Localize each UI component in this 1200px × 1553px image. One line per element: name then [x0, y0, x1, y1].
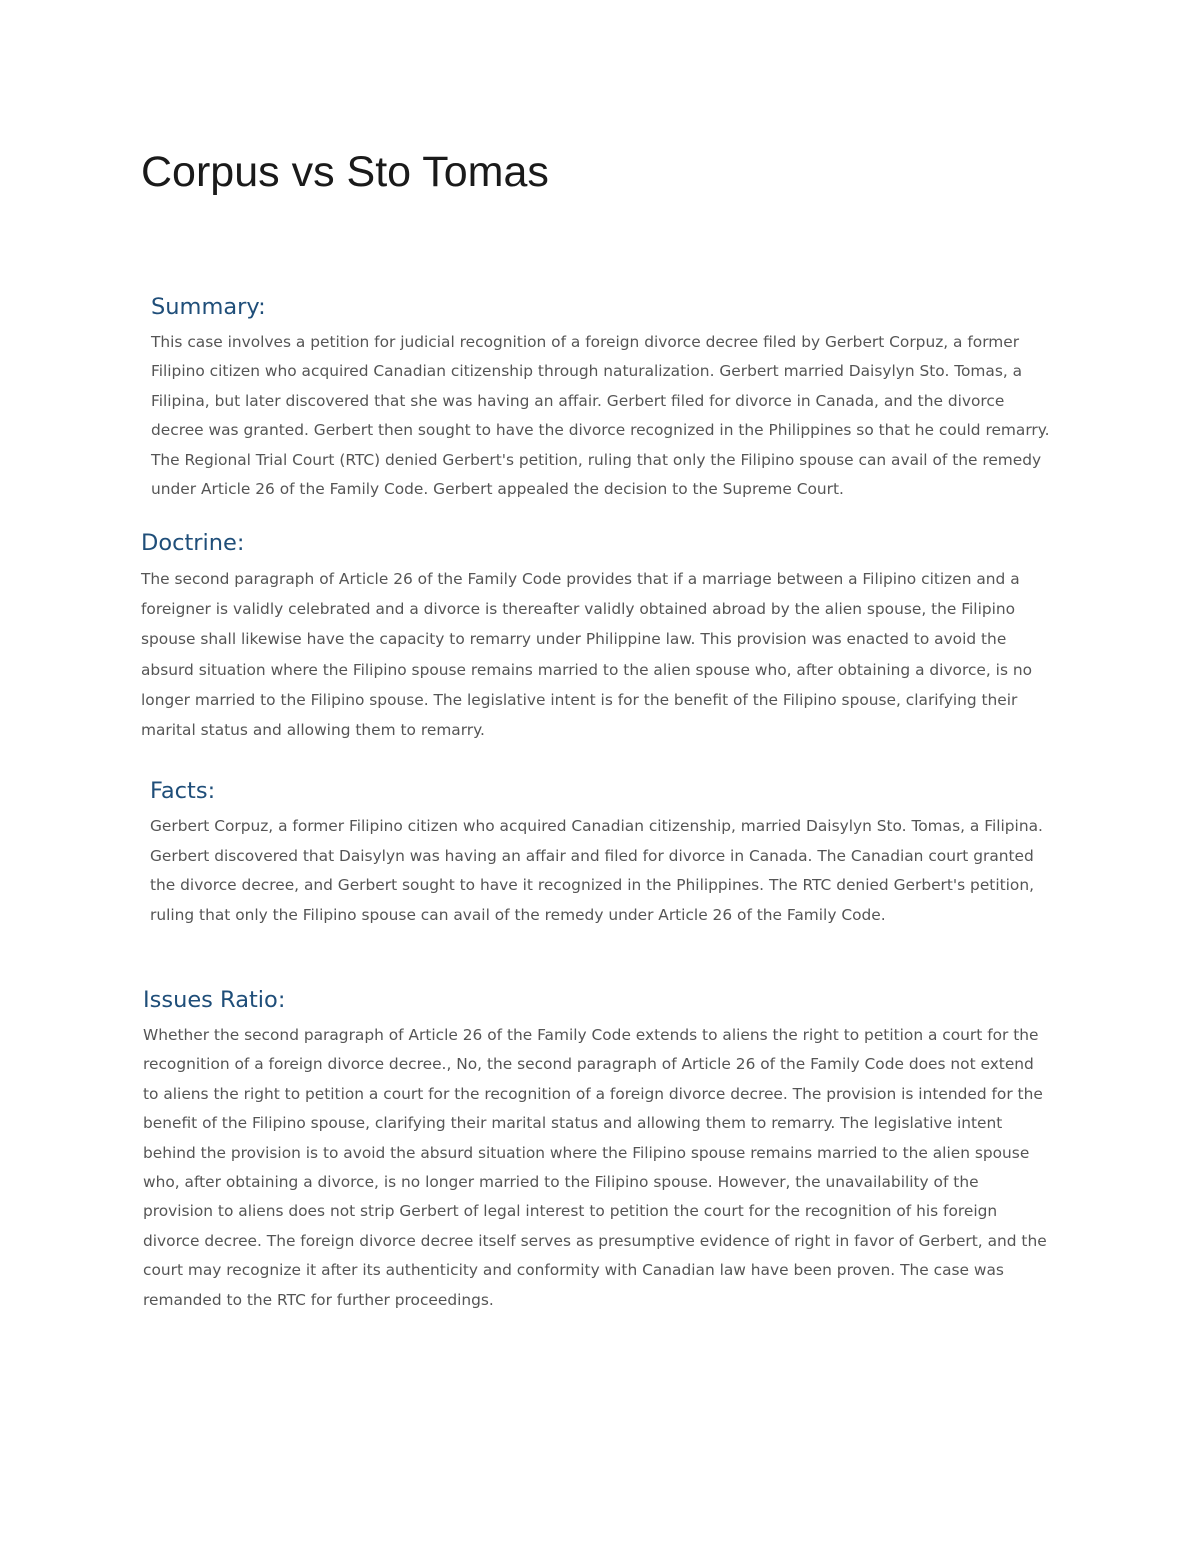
- document-title: Corpus vs Sto Tomas: [141, 148, 549, 196]
- facts-heading: Facts:: [150, 778, 216, 804]
- issues-ratio-section: [143, 985, 1053, 1315]
- doctrine-body: The second paragraph of Article 26 of the Family Code provides that if a marriage between a Filipino citizen and a foreigner is validly celebrated and a divorce is thereafter validly obtained abroad by the alien spouse, the Filipino spouse shall likewise have the capacity to remarry under Philippine law. This provision was enacted to avoid the absurd situation where the Filipino spouse remains married to the alien spouse who, after obtaining a divorce, is no longer married to the Filipino spouse. The legislative intent is for the benefit of the Filipino spouse, clarifying their marital status and allowing them to remarry.: [141, 570, 1033, 740]
- facts-section: [150, 776, 1050, 931]
- summary-body: This case involves a petition for judicial recognition of a foreign divorce decree filed by Gerbert Corpuz, a former Filipino citizen who acquired Canadian citizenship through naturalization. Gerbert married Daisylyn Sto. Tomas, a Filipina, but later discovered that she was having an affair. Gerbert filed for divorce in Canada, and the divorce decree was granted. Gerbert then sought to have the divorce recognized in the Philippines so that he could remarry. The Regional Trial Court (RTC) denied Gerbert's petition, ruling that only the Filipino spouse can avail of the remedy under Article 26 of the Family Code. Gerbert appealed the decision to the Supreme Court.: [151, 333, 1050, 499]
- summary-section: [151, 292, 1051, 504]
- issues-ratio-body: Whether the second paragraph of Article 26 of the Family Code extends to aliens the right to petition a court for the recognition of a foreign divorce decree., No, the second paragraph of Article 26 of the Family Code does not extend to aliens the right to petition a court for the recognition of a foreign divorce decree. The provision is intended for the benefit of the Filipino spouse, clarifying their marital status and allowing them to remarry. The legislative intent behind the provision is to avoid the absurd situation where the Filipino spouse remains married to the alien spouse who, after obtaining a divorce, is no longer married to the Filipino spouse. However, the unavailability of the provision to aliens does not strip Gerbert of legal interest to petition the court for the recognition of his foreign divorce decree. The foreign divorce decree itself serves as presumptive evidence of right in favor of Gerbert, and the court may recognize it after its authenticity and conformity with Canadian law have been proven. The case was remanded to the RTC for further proceedings.: [143, 1026, 1047, 1309]
- facts-body: Gerbert Corpuz, a former Filipino citizen who acquired Canadian citizenship, married Daisylyn Sto. Tomas, a Filipina. Gerbert discovered that Daisylyn was having an affair and filed for divorce in Canada. The Canadian court granted the divorce decree, and Gerbert sought to have it recognized in the Philippines. The RTC denied Gerbert's petition, ruling that only the Filipino spouse can avail of the remedy under Article 26 of the Family Code.: [150, 817, 1043, 925]
- summary-heading: Summary:: [151, 294, 266, 320]
- doctrine-section: [141, 528, 1056, 745]
- issues-ratio-heading: Issues Ratio:: [143, 987, 286, 1013]
- doctrine-heading: Doctrine:: [141, 530, 245, 556]
